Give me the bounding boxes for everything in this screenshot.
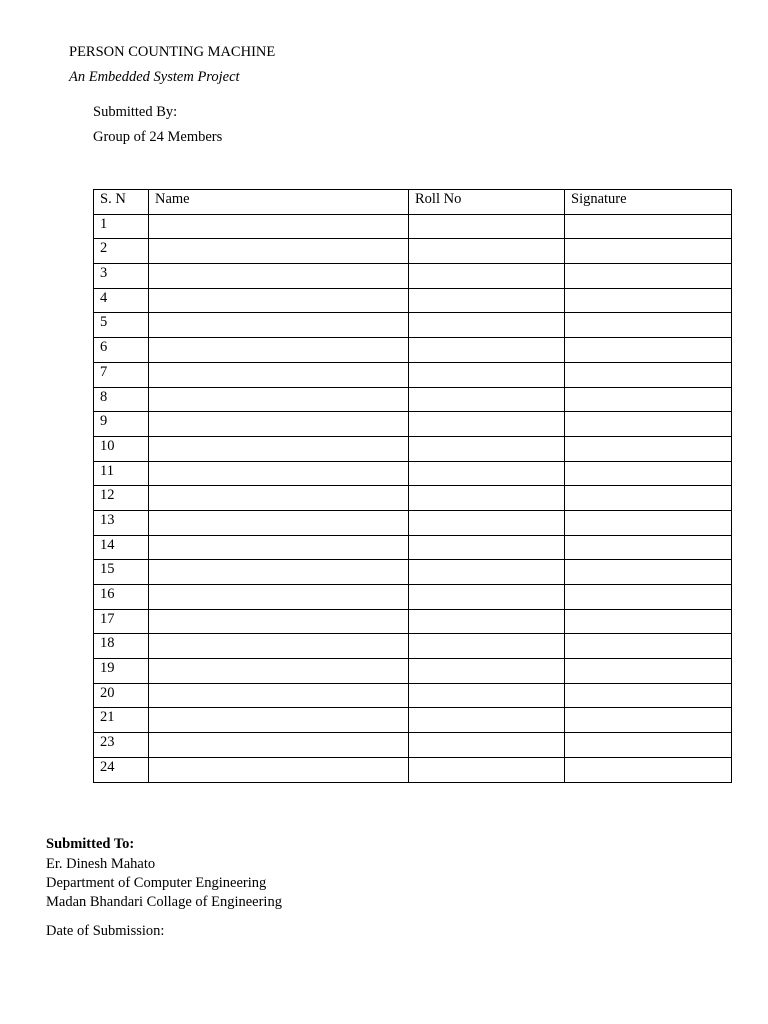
cell-sn: 6 <box>94 338 149 363</box>
cell-sn: 12 <box>94 486 149 511</box>
cell-signature <box>565 387 732 412</box>
cell-name <box>149 757 409 782</box>
cell-signature <box>565 264 732 289</box>
submitted-to-name: Er. Dinesh Mahato <box>46 856 156 872</box>
cell-signature <box>565 535 732 560</box>
cell-roll-no <box>409 387 565 412</box>
cell-sn: 14 <box>94 535 149 560</box>
cell-sn: 24 <box>94 757 149 782</box>
cell-signature <box>565 486 732 511</box>
cell-roll-no <box>409 708 565 733</box>
table-row <box>94 313 732 338</box>
table-row <box>94 733 732 758</box>
column-header-sn: S. N <box>94 190 149 215</box>
cell-sn: 13 <box>94 510 149 535</box>
cell-sn: 9 <box>94 412 149 437</box>
cell-sn: 17 <box>94 609 149 634</box>
table-row <box>94 214 732 239</box>
cell-sn: 19 <box>94 659 149 684</box>
cell-roll-no <box>409 338 565 363</box>
table-row <box>94 387 732 412</box>
cell-sn: 8 <box>94 387 149 412</box>
table-row <box>94 585 732 610</box>
table-header-row <box>94 190 732 215</box>
cell-sn: 16 <box>94 585 149 610</box>
cell-sn: 21 <box>94 708 149 733</box>
cell-name <box>149 436 409 461</box>
table-row <box>94 461 732 486</box>
cell-signature <box>565 757 732 782</box>
cell-name <box>149 560 409 585</box>
table-row <box>94 757 732 782</box>
cell-roll-no <box>409 510 565 535</box>
cell-name <box>149 510 409 535</box>
cell-signature <box>565 659 732 684</box>
cell-signature <box>565 461 732 486</box>
table-row <box>94 634 732 659</box>
cell-sn: 4 <box>94 288 149 313</box>
submitted-to-college: Madan Bhandari Collage of Engineering <box>46 894 282 910</box>
table-row <box>94 436 732 461</box>
table-row <box>94 535 732 560</box>
table-row <box>94 239 732 264</box>
group-members-text: Group of 24 Members <box>93 129 223 145</box>
cell-name <box>149 338 409 363</box>
cell-signature <box>565 634 732 659</box>
cell-name <box>149 288 409 313</box>
cell-roll-no <box>409 659 565 684</box>
cell-sn: 15 <box>94 560 149 585</box>
column-header-name: Name <box>149 190 409 215</box>
cell-name <box>149 659 409 684</box>
cell-name <box>149 387 409 412</box>
cell-signature <box>565 585 732 610</box>
cell-roll-no <box>409 683 565 708</box>
cell-signature <box>565 239 732 264</box>
table-row <box>94 708 732 733</box>
cell-name <box>149 313 409 338</box>
table-body <box>94 214 732 782</box>
cell-signature <box>565 733 732 758</box>
cell-roll-no <box>409 757 565 782</box>
cell-signature <box>565 362 732 387</box>
cell-name <box>149 535 409 560</box>
members-table <box>93 189 732 783</box>
cell-name <box>149 733 409 758</box>
cell-roll-no <box>409 461 565 486</box>
submitted-to-department: Department of Computer Engineering <box>46 875 267 891</box>
table-row <box>94 338 732 363</box>
cell-roll-no <box>409 634 565 659</box>
cell-roll-no <box>409 733 565 758</box>
date-of-submission-label: Date of Submission: <box>46 923 165 939</box>
cell-signature <box>565 412 732 437</box>
cell-sn: 20 <box>94 683 149 708</box>
cell-sn: 3 <box>94 264 149 289</box>
table-row <box>94 609 732 634</box>
submitted-by-label: Submitted By: <box>93 104 178 120</box>
cell-sn: 2 <box>94 239 149 264</box>
cell-name <box>149 683 409 708</box>
table-row <box>94 486 732 511</box>
cell-signature <box>565 214 732 239</box>
cell-signature <box>565 560 732 585</box>
cell-sn: 18 <box>94 634 149 659</box>
cell-roll-no <box>409 214 565 239</box>
cell-name <box>149 412 409 437</box>
submitted-to-label: Submitted To: <box>46 836 135 852</box>
cell-name <box>149 609 409 634</box>
table-row <box>94 264 732 289</box>
cell-signature <box>565 510 732 535</box>
cell-name <box>149 214 409 239</box>
cell-signature <box>565 436 732 461</box>
cell-roll-no <box>409 288 565 313</box>
cell-sn: 11 <box>94 461 149 486</box>
cell-name <box>149 634 409 659</box>
cell-signature <box>565 683 732 708</box>
table-row <box>94 288 732 313</box>
table-row <box>94 683 732 708</box>
cell-signature <box>565 338 732 363</box>
cell-sn: 23 <box>94 733 149 758</box>
cell-signature <box>565 313 732 338</box>
cell-name <box>149 585 409 610</box>
cell-name <box>149 461 409 486</box>
table-row <box>94 412 732 437</box>
cell-roll-no <box>409 436 565 461</box>
cell-roll-no <box>409 264 565 289</box>
cell-roll-no <box>409 239 565 264</box>
cell-sn: 5 <box>94 313 149 338</box>
table-row <box>94 362 732 387</box>
cell-sn: 10 <box>94 436 149 461</box>
cell-signature <box>565 708 732 733</box>
cell-sn: 1 <box>94 214 149 239</box>
table-row <box>94 560 732 585</box>
table-row <box>94 659 732 684</box>
cell-roll-no <box>409 313 565 338</box>
cell-name <box>149 708 409 733</box>
cell-roll-no <box>409 535 565 560</box>
column-header-signature: Signature <box>565 190 732 215</box>
cell-name <box>149 264 409 289</box>
column-header-roll-no: Roll No <box>409 190 565 215</box>
cell-roll-no <box>409 412 565 437</box>
cell-name <box>149 239 409 264</box>
cell-roll-no <box>409 560 565 585</box>
table-row <box>94 510 732 535</box>
cell-signature <box>565 288 732 313</box>
cell-signature <box>565 609 732 634</box>
cell-roll-no <box>409 585 565 610</box>
cell-sn: 7 <box>94 362 149 387</box>
document-subtitle: An Embedded System Project <box>69 69 240 85</box>
cell-roll-no <box>409 486 565 511</box>
cell-name <box>149 362 409 387</box>
cell-roll-no <box>409 362 565 387</box>
cell-roll-no <box>409 609 565 634</box>
cell-name <box>149 486 409 511</box>
document-title: PERSON COUNTING MACHINE <box>69 44 276 60</box>
